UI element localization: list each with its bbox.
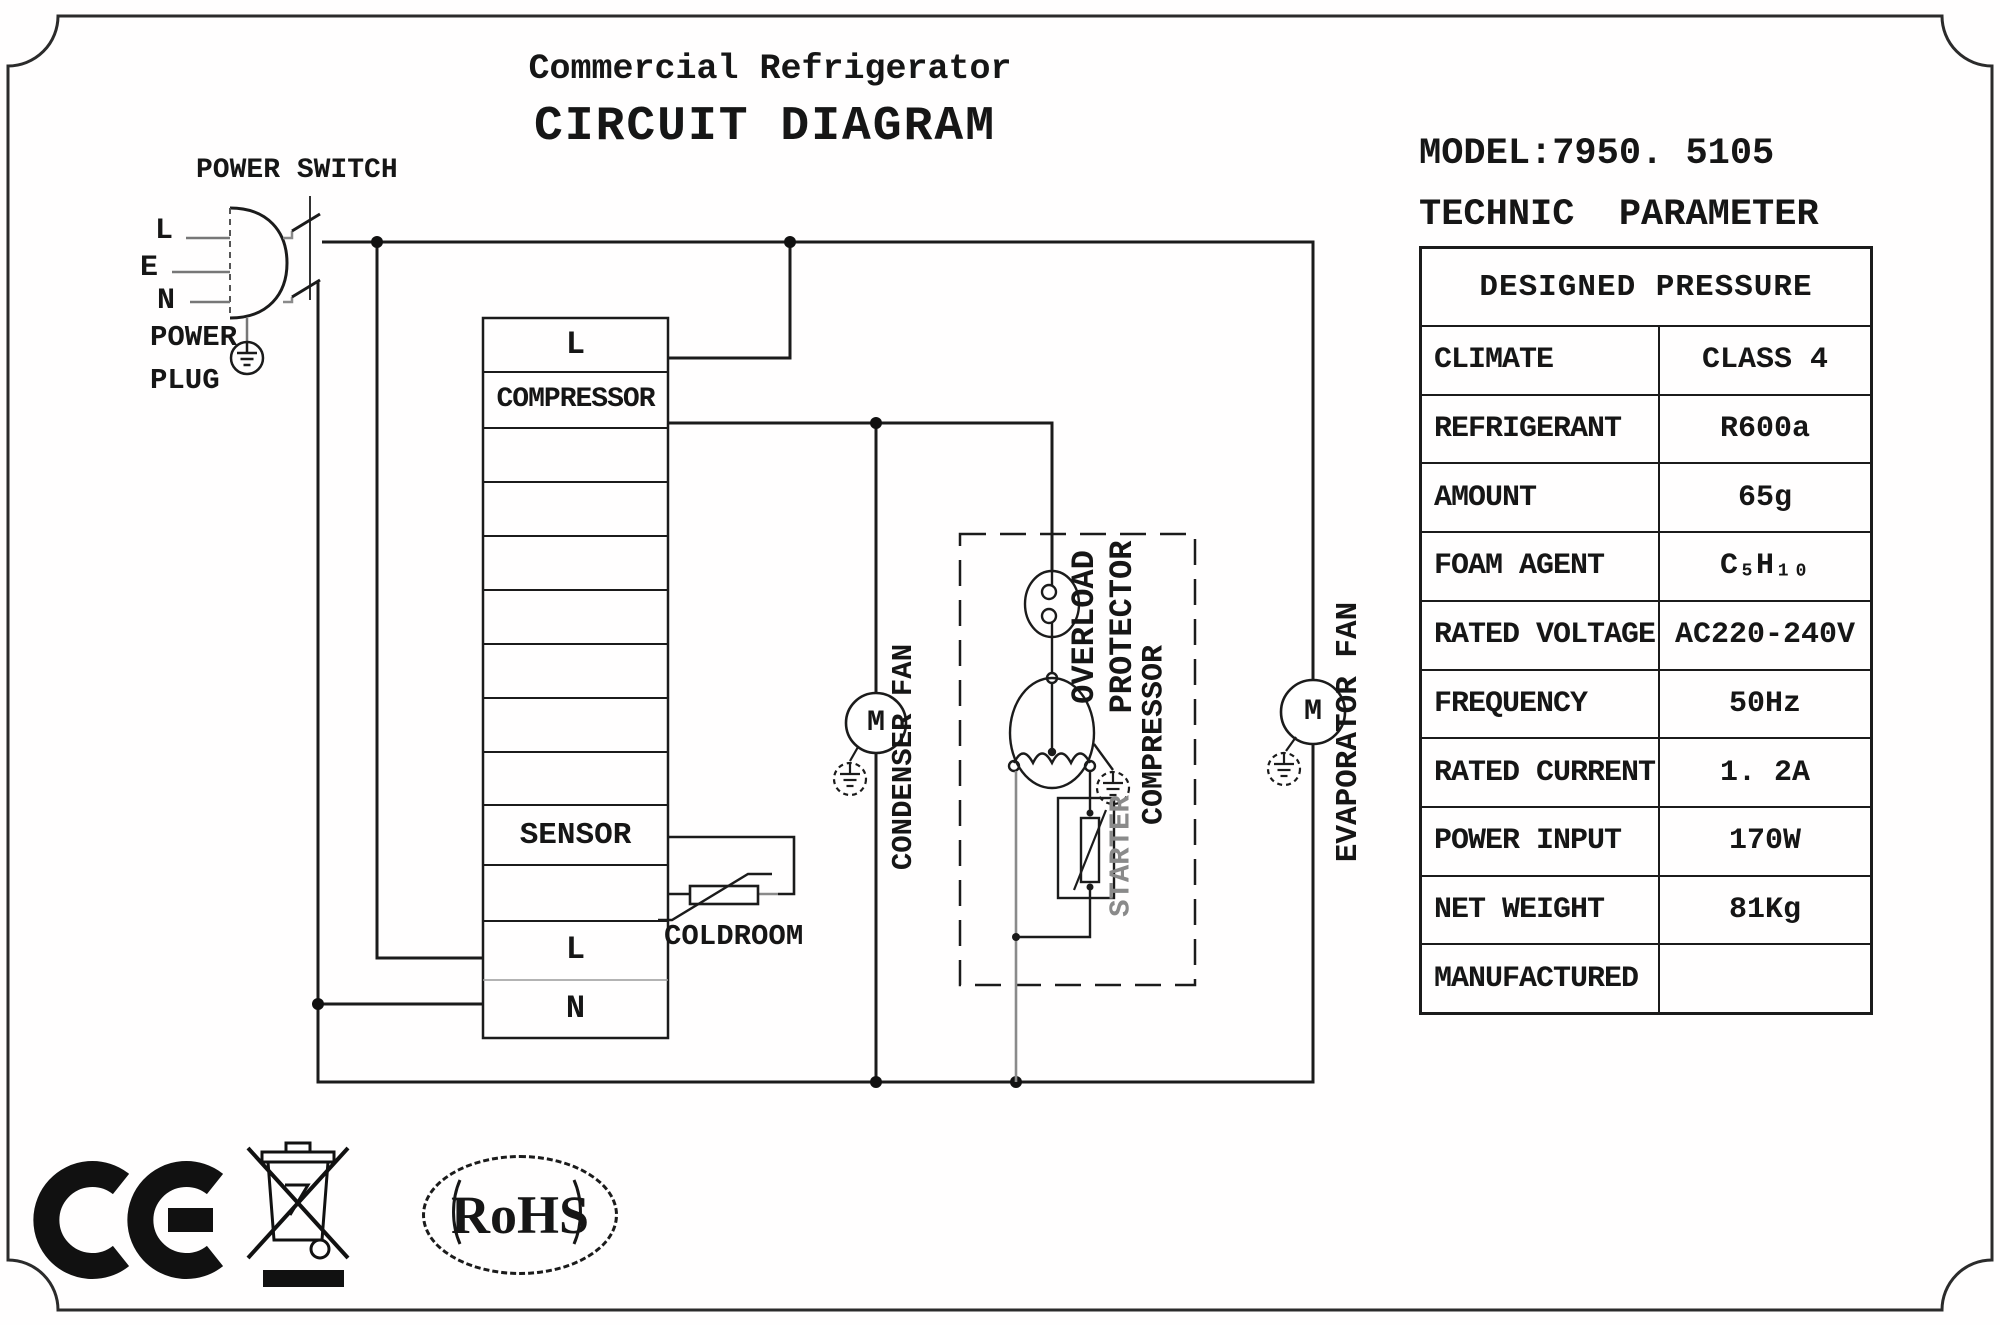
table-row [1422,671,1870,740]
table-row-label: REFRIGERANT [1422,396,1660,463]
condenser-fan-ground-icon [834,763,866,795]
condenser-fan-label: CONDENSER FAN [887,643,920,871]
table-row [1422,533,1870,602]
pin-n-label: N [157,284,176,318]
terminal-row-compressor: COMPRESSOR [496,384,655,415]
table-row-label: FREQUENCY [1422,671,1660,738]
starter-ptc-symbol [1012,771,1114,1082]
power-switch-symbol [283,196,320,302]
condenser-motor-letter: M [866,706,885,740]
table-row-label: MANUFACTURED [1422,945,1660,1012]
title-line2: CIRCUIT DIAGRAM [533,100,997,154]
table-row-label: CLIMATE [1422,327,1660,394]
table-row [1422,327,1870,396]
terminal-row-n: N [565,990,586,1027]
table-row-value: 50Hz [1728,686,1801,721]
power-switch-label: POWER SWITCH [196,155,398,186]
table-row [1422,945,1870,1012]
table-row-value: CLASS 4 [1701,343,1829,378]
terminal-row-l-bottom: L [565,931,586,968]
power-plug-label-line1: POWER [150,321,238,354]
table-row-value: R600a [1719,412,1810,447]
overload-label-line1: OVERLOAD [1066,550,1103,704]
rohs-badge [422,1155,618,1275]
table-row-label: NET WEIGHT [1422,877,1660,944]
table-row-value [1660,945,1870,1012]
table-row [1422,464,1870,533]
title-line1: Commercial Refrigerator [528,49,1012,89]
ce-mark-icon [46,1174,215,1266]
starter-label: STARTER [1104,795,1138,917]
compressor-label: COMPRESSOR [1137,644,1172,826]
table-row-label: POWER INPUT [1422,808,1660,875]
table-row [1422,739,1870,808]
table-row-value: 81Kg [1728,892,1801,927]
overload-label-line2: PROTECTOR [1104,540,1141,714]
table-row-value: 1. 2A [1719,755,1810,790]
table-row-value: AC220-240V [1674,618,1856,653]
terminal-row-sensor: SENSOR [519,818,632,853]
table-row-value: 65g [1737,480,1792,515]
table-row-value: 170W [1728,824,1801,859]
technic-parameter-table [1419,246,1873,1015]
table-row [1422,808,1870,877]
evaporator-fan-ground-icon [1268,753,1300,785]
power-plug-label-line2: PLUG [150,364,220,397]
table-row [1422,877,1870,946]
coldroom-thermistor-symbol [658,837,794,920]
evaporator-motor-letter: M [1303,695,1322,729]
table-header-designed-pressure: DESIGNED PRESSURE [1422,249,1870,327]
table-row-label: RATED VOLTAGE [1422,602,1660,669]
technic-parameter-heading: TECHNIC PARAMETER [1419,194,1819,236]
table-row-label: AMOUNT [1422,464,1660,531]
coldroom-label: COLDROOM [664,920,804,953]
terminal-row-l-top: L [565,326,586,363]
table-row [1422,396,1870,465]
table-row-label: RATED CURRENT [1422,739,1660,806]
evaporator-fan-label: EVAPORATOR FAN [1331,601,1366,863]
rohs-label: RoHS [450,1185,590,1245]
table-row-value: C₅H₁₀ [1719,549,1810,584]
table-row [1422,602,1870,671]
terminal-block [483,318,668,1038]
pin-e-label: E [140,251,159,285]
table-row-label: FOAM AGENT [1422,533,1660,600]
pin-l-label: L [155,214,174,248]
model-number: MODEL:7950. 5105 [1419,133,1775,175]
weee-bin-icon [248,1143,348,1287]
